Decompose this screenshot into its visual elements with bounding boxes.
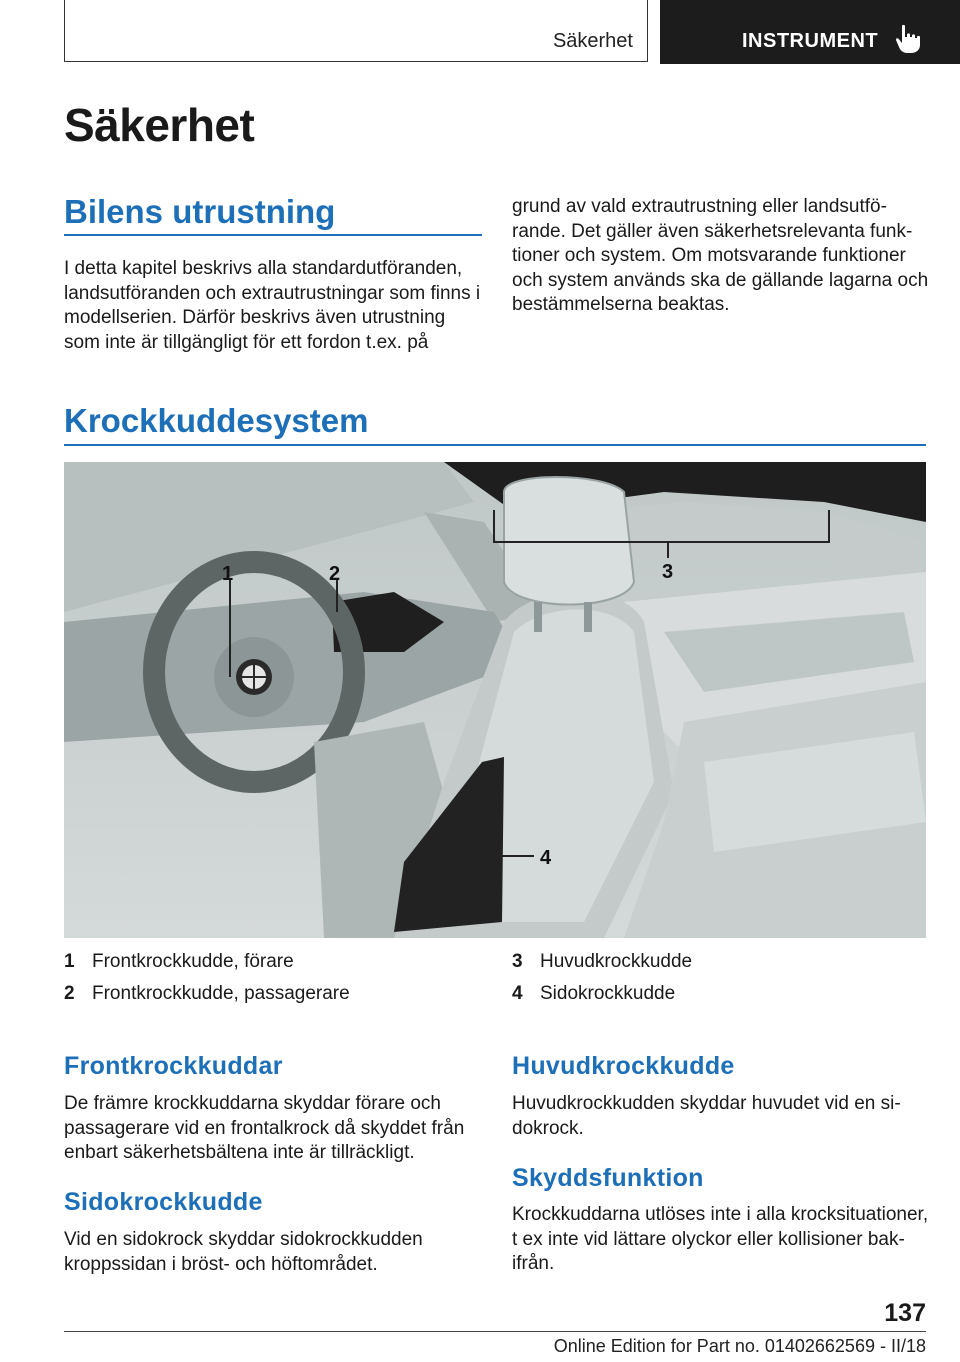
legend-number: 4 bbox=[512, 983, 523, 1004]
header-section-label: Säkerhet bbox=[552, 30, 633, 52]
legend-number: 1 bbox=[64, 951, 75, 972]
legend-label: Sidokrockkudde bbox=[540, 983, 676, 1004]
callout-4: 4 bbox=[540, 847, 552, 869]
footer-edition: Online Edition for Part no. 01402662569 - II/18 bbox=[553, 1336, 926, 1356]
callout-2: 2 bbox=[329, 563, 341, 585]
paragraph-huvudkrockkudde: Huvudkrockkudden skyddar huvudet vid en sidokrock. bbox=[512, 1093, 901, 1139]
car-interior-drawing bbox=[64, 462, 926, 938]
airbag-illustration bbox=[64, 462, 926, 938]
chapter-tab-label: INSTRUMENT bbox=[742, 30, 879, 52]
legend-label: Frontkrockkudde, passagerare bbox=[92, 983, 350, 1004]
section-rule bbox=[64, 234, 482, 236]
legend-label: Frontkrockkudde, förare bbox=[92, 951, 294, 972]
section-title-bilens-utrustning: Bilens utrustning bbox=[64, 193, 336, 230]
section-rule bbox=[64, 444, 926, 446]
callout-1: 1 bbox=[222, 563, 234, 585]
callout-3: 3 bbox=[662, 561, 674, 583]
chapter-tab[interactable] bbox=[660, 0, 960, 64]
header-section-box bbox=[64, 0, 648, 62]
subheading-sidokrockkudde: Sidokrockkudde bbox=[64, 1188, 263, 1216]
section-title-krockkuddesystem: Krockkuddesystem bbox=[64, 402, 369, 439]
page-title: Säkerhet bbox=[64, 99, 255, 151]
legend-number: 2 bbox=[64, 983, 75, 1004]
subheading-huvudkrockkudde: Huvudkrockkudde bbox=[512, 1052, 735, 1080]
legend-label: Huvudkrockkudde bbox=[540, 951, 693, 972]
page-number: 137 bbox=[884, 1299, 926, 1327]
paragraph-skyddsfunktion: Krockkuddarna utlöses inte i alla krocksituationer, t ex inte vid lättare olyckor eller kollisioner bakifrån. bbox=[512, 1204, 929, 1274]
footer-rule bbox=[64, 1331, 926, 1332]
paragraph-right: grund av vald extrautrustning eller landsutförande. Det gäller även säkerhetsrelevanta funktioner och system. Om motsvarande funktioner och system används ska de gällande lagarna och bestämmelserna beaktas. bbox=[512, 196, 929, 315]
subheading-skyddsfunktion: Skyddsfunktion bbox=[512, 1164, 704, 1192]
legend-number: 3 bbox=[512, 951, 523, 972]
subheading-frontkrockkuddar: Frontkrockkuddar bbox=[64, 1052, 283, 1080]
paragraph-frontkrockkuddar: De främre krockkuddarna skyddar förare och passagerare vid en frontalkrock då skyddet från enbart säkerhetsbältena inte är tillräckligt. bbox=[64, 1093, 465, 1163]
hand-pointer-icon bbox=[894, 24, 922, 54]
paragraph-sidokrockkudde: Vid en sidokrock skyddar sidokrockkudden kroppssidan i bröst- och höftområdet. bbox=[64, 1229, 423, 1275]
paragraph-left: I detta kapitel beskrivs alla standardutföranden, landsutföranden och extrautrustningar som finns i modellserien. Därför beskrivs även utrustning som inte är tillgängligt för ett fordon t.ex. på bbox=[64, 258, 481, 353]
